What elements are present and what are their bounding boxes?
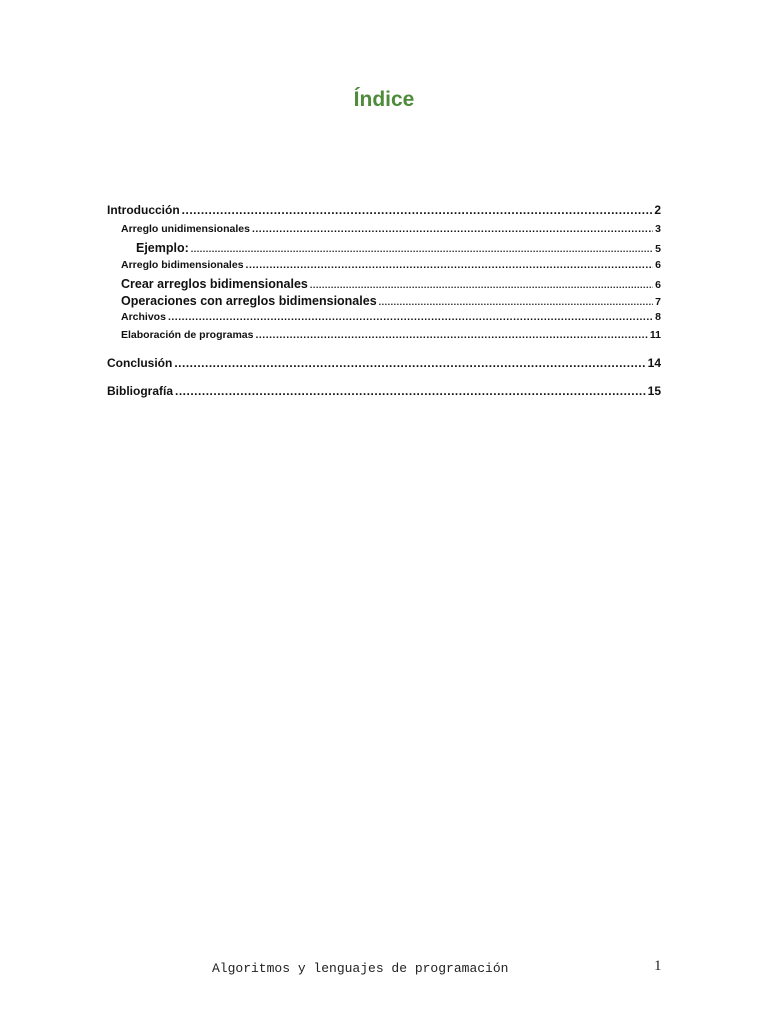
toc-entry-page: 6 xyxy=(655,279,661,291)
toc-entry-label: Ejemplo: xyxy=(136,241,189,255)
toc-entry-arreglo-bidimensionales[interactable] xyxy=(107,259,661,277)
page-number: 1 xyxy=(654,958,662,974)
toc-entry-page: 7 xyxy=(655,296,661,308)
toc-entry-page: 5 xyxy=(655,243,661,255)
toc-entry-crear-arreglos[interactable] xyxy=(107,277,661,294)
toc-dot-leader xyxy=(191,244,653,254)
toc-dot-leader xyxy=(379,297,654,307)
toc-dot-leader xyxy=(246,259,654,271)
toc-entry-label: Archivos xyxy=(121,311,166,323)
toc-entry-page: 15 xyxy=(647,384,661,398)
toc-entry-page: 8 xyxy=(655,311,661,323)
toc-entry-label: Bibliografía xyxy=(107,384,174,398)
toc-entry-conclusion[interactable] xyxy=(107,356,661,375)
toc-dot-leader xyxy=(310,280,653,290)
toc-entry-introduccion[interactable] xyxy=(107,203,661,223)
toc-dot-leader xyxy=(252,223,653,235)
toc-entry-page: 14 xyxy=(647,356,661,370)
toc-dot-leader xyxy=(168,311,653,323)
toc-entry-page: 3 xyxy=(655,223,661,235)
table-of-contents xyxy=(107,203,661,403)
toc-entry-label: Operaciones con arreglos bidimensionales xyxy=(121,294,377,308)
toc-dot-leader xyxy=(174,356,645,370)
toc-entry-ejemplo[interactable] xyxy=(107,241,661,259)
toc-entry-label: Arreglo unidimensionales xyxy=(121,223,250,235)
toc-entry-label: Elaboración de programas xyxy=(121,329,254,341)
toc-entry-page: 6 xyxy=(655,259,661,271)
page-title: Índice xyxy=(353,88,415,111)
toc-dot-leader xyxy=(182,203,653,217)
toc-entry-label: Introducción xyxy=(107,203,180,217)
toc-entry-elaboracion[interactable] xyxy=(107,329,661,347)
toc-dot-leader xyxy=(175,384,646,398)
toc-entry-label: Conclusión xyxy=(107,356,173,370)
toc-entry-page: 11 xyxy=(649,329,661,341)
toc-entry-archivos[interactable] xyxy=(107,311,661,329)
toc-entry-label: Crear arreglos bidimensionales xyxy=(121,277,308,291)
toc-dot-leader xyxy=(255,329,647,341)
toc-entry-page: 2 xyxy=(654,203,661,217)
toc-entry-bibliografia[interactable] xyxy=(107,384,661,403)
toc-entry-label: Arreglo bidimensionales xyxy=(121,259,244,271)
toc-entry-arreglo-unidimensionales[interactable] xyxy=(107,223,661,241)
page-footer-text: Algoritmos y lenguajes de programación xyxy=(212,961,509,976)
toc-entry-operaciones[interactable] xyxy=(107,294,661,311)
